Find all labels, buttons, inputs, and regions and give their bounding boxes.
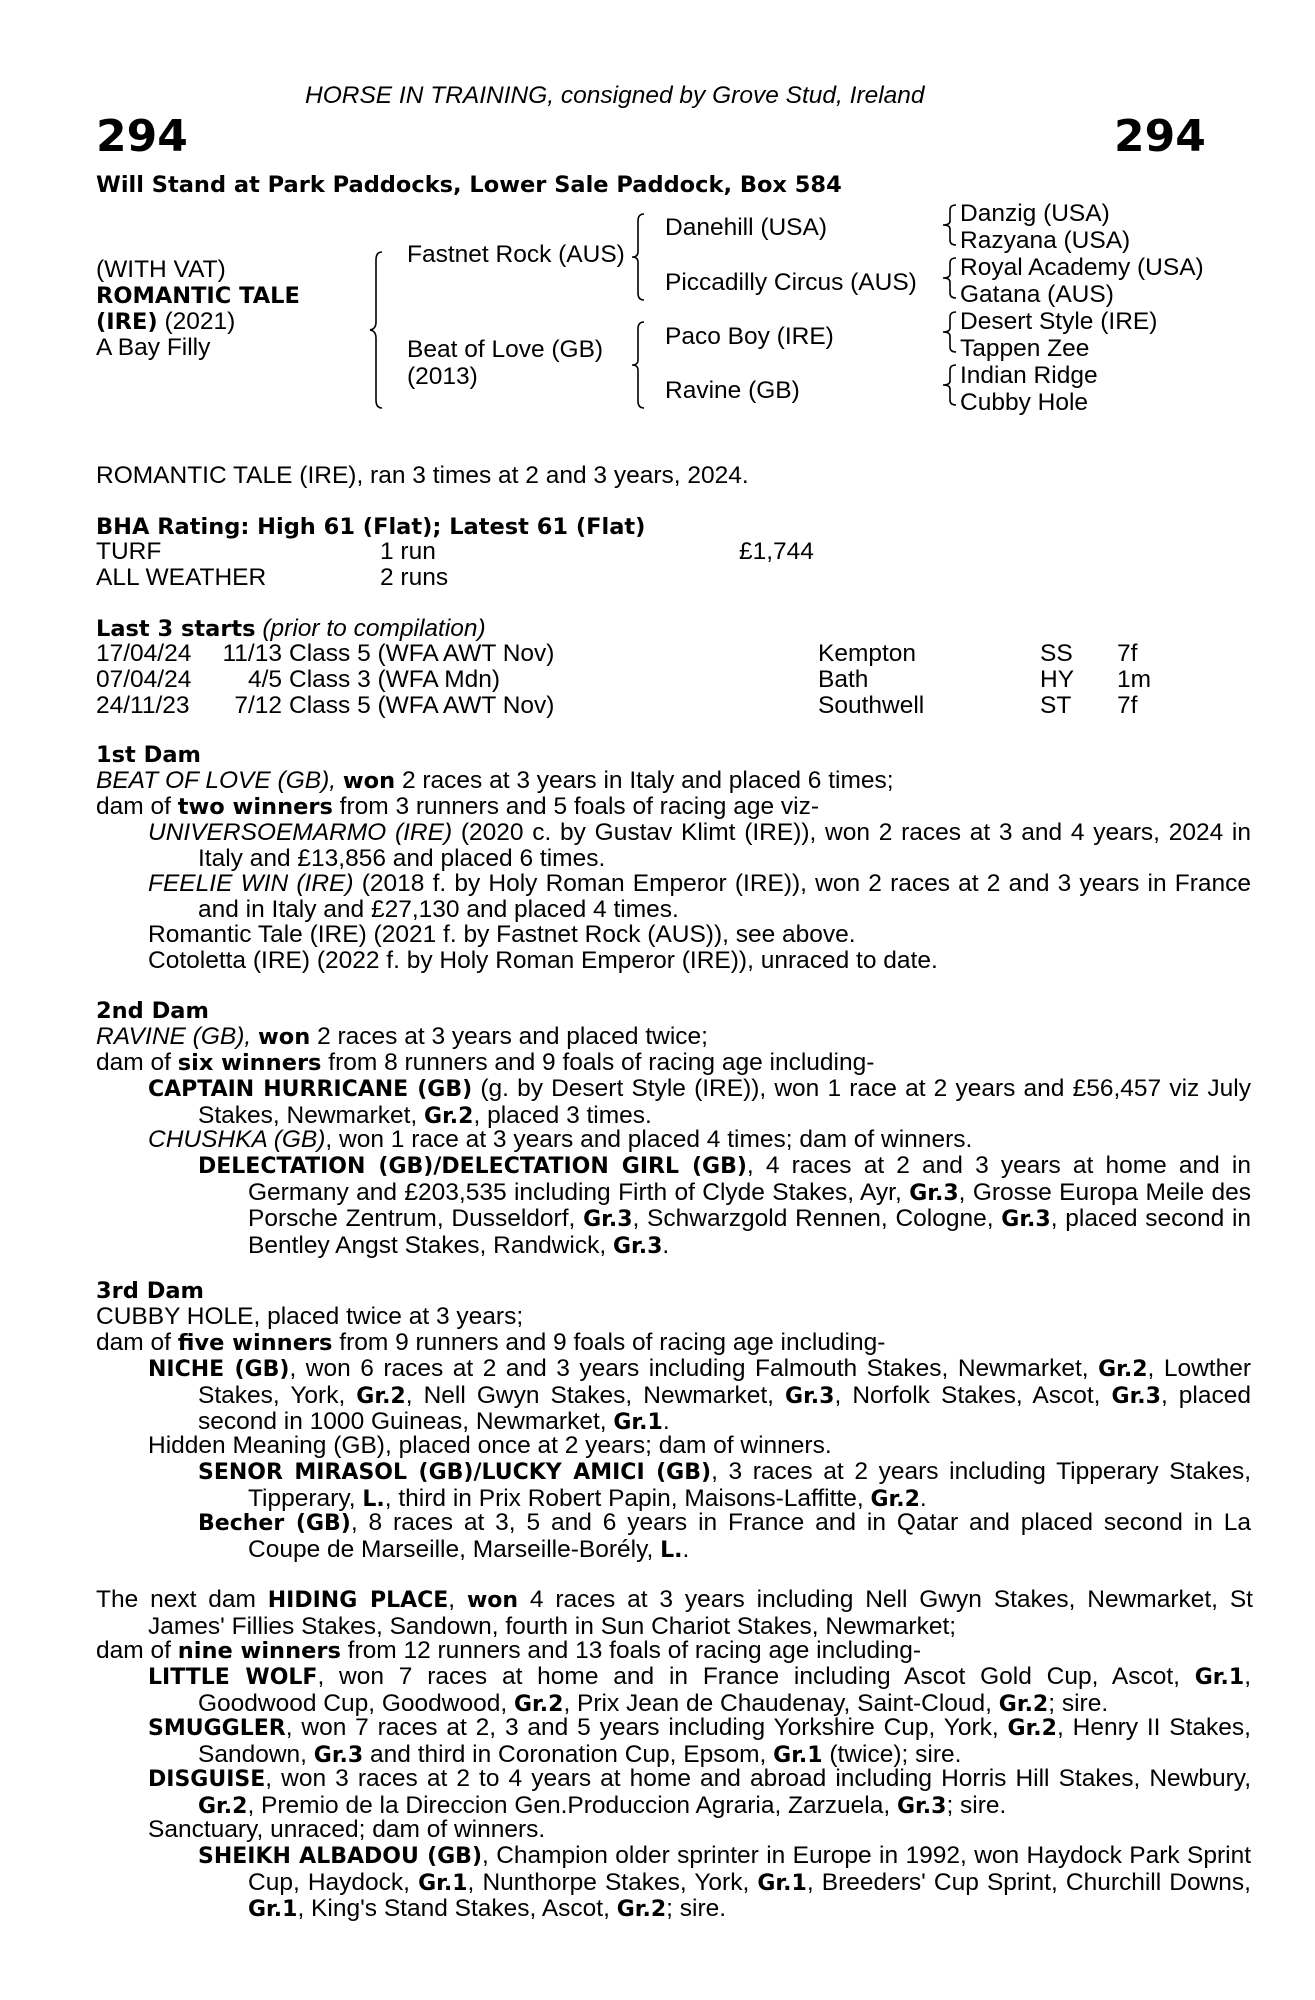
second-dam-heading: 2nd Dam <box>96 998 209 1024</box>
pedigree-g6: Tappen Zee <box>960 335 1090 362</box>
third-dam-heading: 3rd Dam <box>96 1278 204 1304</box>
pedigree-brace-g4 <box>940 363 960 407</box>
offspring-record: (2020 c. by Gustav Klimt (IRE)), won 2 races at 3 and 4 years, 2024 in Italy and £13,856 and placed 6 times. <box>198 819 1251 872</box>
next-dam-prefix: The next dam <box>96 1586 268 1613</box>
grade-label: Gr.3 <box>909 1180 959 1206</box>
pedigree-brace-dam <box>630 320 650 410</box>
next-dam-record-text: 4 races at 3 years including Nell Gwyn Stakes, Newmarket, St James' Fillies Stakes, Sandown, fourth in Sun Chariot Stakes, Newmarket; <box>148 1586 1253 1640</box>
offspring-record: , Nell Gwyn Stakes, Newmarket, <box>405 1381 786 1409</box>
horse-name: ROMANTIC TALE <box>96 283 300 309</box>
second-dam-record <box>96 1024 708 1050</box>
offspring-record: , Premio de la Direccion Gen.Produccion Agraria, Zarzuela, <box>247 1791 897 1819</box>
pedigree-g4: Gatana (AUS) <box>960 281 1114 308</box>
start-position: 7/12 <box>234 692 282 719</box>
offspring-entry <box>148 1664 1251 1717</box>
offspring-record: . <box>919 1484 927 1512</box>
offspring-name: LITTLE WOLF <box>148 1665 318 1690</box>
offspring-record: , placed second in Bentley Angst Stakes, Randwick, <box>248 1205 1252 1259</box>
all-weather-label: ALL WEATHER <box>96 564 267 591</box>
grade-label: Gr.2 <box>198 1793 248 1819</box>
bha-rating-heading: BHA Rating: High 61 (Flat); Latest 61 (Flat) <box>96 514 646 540</box>
offspring-entry <box>148 820 1251 871</box>
pedigree-sire-dam: Piccadilly Circus (AUS) <box>665 269 917 296</box>
grade-label: Gr.2 <box>424 1103 474 1129</box>
offspring-record: (2018 f. by Holy Roman Emperor (IRE)), won 2 races at 2 and 3 years in France and in Italy and £27,130 and placed 4 times. <box>198 870 1251 923</box>
stable-location: Will Stand at Park Paddocks, Lower Sale Paddock, Box 584 <box>96 172 842 198</box>
pedigree-dam: Beat of Love (GB) <box>407 336 604 363</box>
first-dam-produce <box>96 794 819 820</box>
offspring-record: (twice); sire. <box>822 1740 962 1768</box>
offspring-record: , 4 races at 2 and 3 years at home and in Germany and £203,535 including Firth of Clyde Stakes, Ayr, <box>248 1152 1251 1206</box>
first-dam-record-text: 2 races at 3 years in Italy and placed 6 times; <box>395 767 894 794</box>
start-position: 4/5 <box>247 666 282 693</box>
grade-label: Gr.2 <box>356 1383 406 1409</box>
produce-prefix: dam of <box>96 793 178 820</box>
grade-label: Gr.2 <box>998 1691 1049 1717</box>
turf-runs: 1 run <box>380 538 436 565</box>
pedigree-g3: Royal Academy (USA) <box>960 254 1204 281</box>
pedigree-brace-g1 <box>940 203 960 247</box>
pedigree-g8: Cubby Hole <box>960 389 1089 416</box>
second-dam-name: RAVINE (GB), <box>96 1023 259 1050</box>
offspring-record: , King's Stand Stakes, Ascot, <box>297 1895 617 1922</box>
vat-note: (WITH VAT) <box>96 256 226 283</box>
grade-label: Gr.1 <box>757 1870 807 1896</box>
won-label: won <box>258 1024 311 1050</box>
pedigree-g5: Desert Style (IRE) <box>960 308 1158 335</box>
offspring-record: . <box>682 1535 690 1563</box>
horse-description: A Bay Filly <box>96 334 211 361</box>
lot-number-left: 294 <box>96 111 188 162</box>
offspring-entry <box>148 1356 1251 1436</box>
produce-prefix: dam of <box>96 1637 178 1664</box>
next-dam-name: HIDING PLACE <box>267 1588 449 1613</box>
start-course: Southwell <box>818 692 925 719</box>
all-weather-runs: 2 runs <box>380 564 449 591</box>
grade-label: Gr.2 <box>1098 1357 1148 1382</box>
separator: , <box>448 1586 467 1613</box>
start-going: SS <box>1040 640 1073 667</box>
next-dam-record <box>96 1587 1253 1639</box>
start-date: 17/04/24 <box>96 640 192 667</box>
offspring-entry: Cotoletta (IRE) (2022 f. by Holy Roman Emperor (IRE)), unraced to date. <box>148 947 938 974</box>
offspring-record: , placed second in 1000 Guineas, Newmarket, <box>198 1381 1252 1435</box>
offspring-record: , won 7 races at home and in France including Ascot Gold Cup, Ascot, <box>317 1663 1195 1690</box>
second-dam-record-text: 2 races at 3 years and placed twice; <box>310 1023 708 1050</box>
winners-count: nine winners <box>177 1638 341 1664</box>
start-race: Class 3 (WFA Mdn) <box>289 666 501 693</box>
offspring-name: NICHE (GB) <box>148 1357 290 1382</box>
produce-text: from 3 runners and 5 foals of racing age viz- <box>332 793 820 820</box>
second-dam-produce <box>96 1050 874 1076</box>
offspring-name: SENOR MIRASOL (GB)/LUCKY AMICI (GB) <box>198 1460 712 1485</box>
offspring-entry: Sanctuary, unraced; dam of winners. <box>148 1816 546 1843</box>
last-starts-title: Last 3 starts <box>96 616 256 642</box>
pedigree-g2: Razyana (USA) <box>960 227 1131 254</box>
grade-label: Gr.3 <box>1001 1207 1051 1232</box>
grade-label: Gr.3 <box>785 1383 835 1409</box>
start-distance: 7f <box>1117 692 1138 719</box>
offspring-entry <box>148 1715 1251 1768</box>
offspring-name: CAPTAIN HURRICANE (GB) <box>148 1077 473 1102</box>
offspring-record: , third in Prix Robert Papin, Maisons-Laffitte, <box>384 1484 871 1512</box>
offspring-name: SHEIKH ALBADOU (GB) <box>198 1844 483 1869</box>
produce-text: from 12 runners and 13 foals of racing age including- <box>340 1637 922 1664</box>
horse-year: (2021) <box>157 308 236 335</box>
grade-label: Gr.2 <box>514 1691 564 1717</box>
offspring-record: , placed 3 times. <box>473 1101 652 1129</box>
produce-text: from 8 runners and 9 foals of racing age including- <box>321 1049 875 1076</box>
winners-count: six winners <box>177 1050 322 1076</box>
offspring-record: , Breeders' Cup Sprint, Churchill Downs, <box>806 1868 1251 1896</box>
start-course: Kempton <box>818 640 917 667</box>
start-distance: 1m <box>1117 666 1152 693</box>
grade-label: Gr.2 <box>1007 1716 1057 1741</box>
pedigree-sire-sire: Danehill (USA) <box>665 214 828 241</box>
pedigree-brace-g2 <box>940 256 960 300</box>
first-dam-record <box>96 768 894 794</box>
start-going: ST <box>1040 692 1072 719</box>
offspring-name: DISGUISE <box>148 1767 266 1792</box>
pedigree-dam-dam: Ravine (GB) <box>665 377 800 404</box>
grand-offspring-entry <box>198 1459 1251 1512</box>
offspring-record: , Prix Jean de Chaudenay, Saint-Cloud, <box>563 1689 999 1717</box>
start-race: Class 5 (WFA AWT Nov) <box>289 640 555 667</box>
grade-label: Gr.1 <box>1194 1665 1245 1690</box>
grade-label: Gr.2 <box>616 1897 667 1922</box>
offspring-entry: Hidden Meaning (GB), placed once at 2 years; dam of winners. <box>148 1432 832 1459</box>
third-dam-produce <box>96 1330 885 1356</box>
offspring-name: SMUGGLER <box>148 1716 286 1741</box>
pedigree-brace-sire <box>630 212 650 302</box>
offspring-name: CHUSHKA (GB) <box>148 1126 326 1153</box>
start-race: Class 5 (WFA AWT Nov) <box>289 692 555 719</box>
first-dam-heading: 1st Dam <box>96 742 201 768</box>
offspring-record: , won 3 races at 2 to 4 years at home and abroad including Horris Hill Stakes, Newbury, <box>265 1765 1251 1792</box>
pedigree-g7: Indian Ridge <box>960 362 1098 389</box>
turf-label: TURF <box>96 538 162 565</box>
grade-label: Gr.1 <box>418 1870 468 1896</box>
grade-label: Gr.3 <box>583 1207 633 1232</box>
third-dam-record: CUBBY HOLE, placed twice at 3 years; <box>96 1303 524 1330</box>
pedigree-brace-main <box>368 250 392 410</box>
offspring-name: UNIVERSOEMARMO (IRE) <box>148 819 453 846</box>
offspring-entry <box>148 871 1251 922</box>
horse-origin: (IRE) <box>96 309 158 335</box>
offspring-record: , Schwarzgold Rennen, Cologne, <box>632 1205 1002 1232</box>
offspring-record: , Henry II Stakes, Sandown, <box>198 1714 1251 1768</box>
offspring-record: , 8 races at 3, 5 and 6 years in France and in Qatar and placed second in La Coupe de Marseille, Marseille-Borély, <box>248 1509 1251 1563</box>
next-dam-produce <box>96 1638 921 1664</box>
pedigree-dam-year: (2013) <box>407 363 478 390</box>
last-starts-heading <box>96 616 486 642</box>
offspring-name: FEELIE WIN (IRE) <box>148 870 354 897</box>
pedigree-brace-g3 <box>940 310 960 354</box>
start-course: Bath <box>818 666 869 693</box>
offspring-name: Becher (GB) <box>198 1511 351 1536</box>
start-date: 24/11/23 <box>96 692 190 719</box>
offspring-record: , won 1 race at 3 years and placed 4 times; dam of winners. <box>325 1126 973 1153</box>
offspring-entry <box>148 1766 1251 1819</box>
offspring-entry: Romantic Tale (IRE) (2021 f. by Fastnet Rock (AUS)), see above. <box>148 921 856 948</box>
pedigree-sire: Fastnet Rock (AUS) <box>407 241 625 268</box>
produce-prefix: dam of <box>96 1329 178 1356</box>
pedigree-dam-sire: Paco Boy (IRE) <box>665 323 834 350</box>
grade-label: Gr.3 <box>1111 1383 1161 1409</box>
race-summary: ROMANTIC TALE (IRE), ran 3 times at 2 and 3 years, 2024. <box>96 462 749 489</box>
pedigree-g1: Danzig (USA) <box>960 200 1110 227</box>
offspring-record: ; sire. <box>946 1791 1007 1819</box>
offspring-entry <box>148 1127 972 1153</box>
won-label: won <box>342 768 396 794</box>
grade-label: Gr.1 <box>248 1897 298 1922</box>
offspring-record: , Lowther Stakes, York, <box>198 1355 1251 1409</box>
produce-prefix: dam of <box>96 1049 178 1076</box>
grand-offspring-entry <box>198 1153 1251 1259</box>
grade-label: L. <box>660 1537 683 1563</box>
grade-label: Gr.2 <box>870 1486 920 1512</box>
produce-text: from 9 runners and 9 foals of racing age including- <box>332 1329 886 1356</box>
start-distance: 7f <box>1117 640 1138 667</box>
offspring-record: , 3 races at 2 years including Tipperary Stakes, Tipperary, <box>248 1458 1251 1512</box>
offspring-record: , Grosse Europa Meile des Porsche Zentrum, Dusseldorf, <box>248 1178 1251 1232</box>
offspring-record: and third in Coronation Cup, Epsom, <box>363 1740 774 1768</box>
offspring-record: ; sire. <box>666 1895 727 1922</box>
offspring-record: ; sire. <box>1048 1689 1109 1717</box>
grade-label: Gr.1 <box>613 1410 663 1435</box>
offspring-record: , Norfolk Stakes, Ascot, <box>834 1381 1112 1409</box>
first-dam-name: BEAT OF LOVE (GB), <box>96 767 343 794</box>
start-date: 07/04/24 <box>96 666 192 693</box>
offspring-name: DELECTATION (GB)/DELECTATION GIRL (GB) <box>198 1154 747 1179</box>
offspring-entry <box>148 1076 1251 1129</box>
offspring-record: (g. by Desert Style (IRE)), won 1 race at 2 years and £56,457 viz July Stakes, Newmarket, <box>198 1075 1251 1129</box>
offspring-record: , won 6 races at 2 and 3 years including Falmouth Stakes, Newmarket, <box>289 1355 1099 1382</box>
lot-number-right: 294 <box>1114 111 1206 162</box>
start-position: 11/13 <box>222 640 282 667</box>
grade-label: Gr.3 <box>313 1742 364 1768</box>
turf-prize: £1,744 <box>739 538 814 565</box>
won-label: won <box>466 1588 519 1613</box>
catalogue-subtitle: HORSE IN TRAINING, consigned by Grove Stud, Ireland <box>305 82 925 109</box>
offspring-record: . <box>662 1231 670 1259</box>
grade-label: Gr.1 <box>773 1742 823 1768</box>
last-starts-note: (prior to compilation) <box>255 615 486 642</box>
offspring-record: , Nunthorpe Stakes, York, <box>467 1868 758 1896</box>
offspring-record: , won 7 races at 2, 3 and 5 years including Yorkshire Cup, York, <box>285 1714 1008 1741</box>
winners-count: two winners <box>177 794 333 820</box>
horse-origin-year <box>96 309 235 335</box>
grand-offspring-entry <box>198 1510 1251 1563</box>
start-going: HY <box>1040 666 1075 693</box>
grand-offspring-entry <box>198 1843 1251 1923</box>
grade-label: Gr.3 <box>897 1793 947 1819</box>
offspring-record: , Goodwood Cup, Goodwood, <box>198 1663 1251 1717</box>
offspring-record: . <box>662 1408 670 1435</box>
grade-label: L. <box>362 1486 385 1512</box>
winners-count: five winners <box>177 1330 333 1356</box>
offspring-record: , Champion older sprinter in Europe in 1992, won Haydock Park Sprint Cup, Haydock, <box>248 1842 1251 1896</box>
grade-label: Gr.3 <box>612 1233 663 1259</box>
